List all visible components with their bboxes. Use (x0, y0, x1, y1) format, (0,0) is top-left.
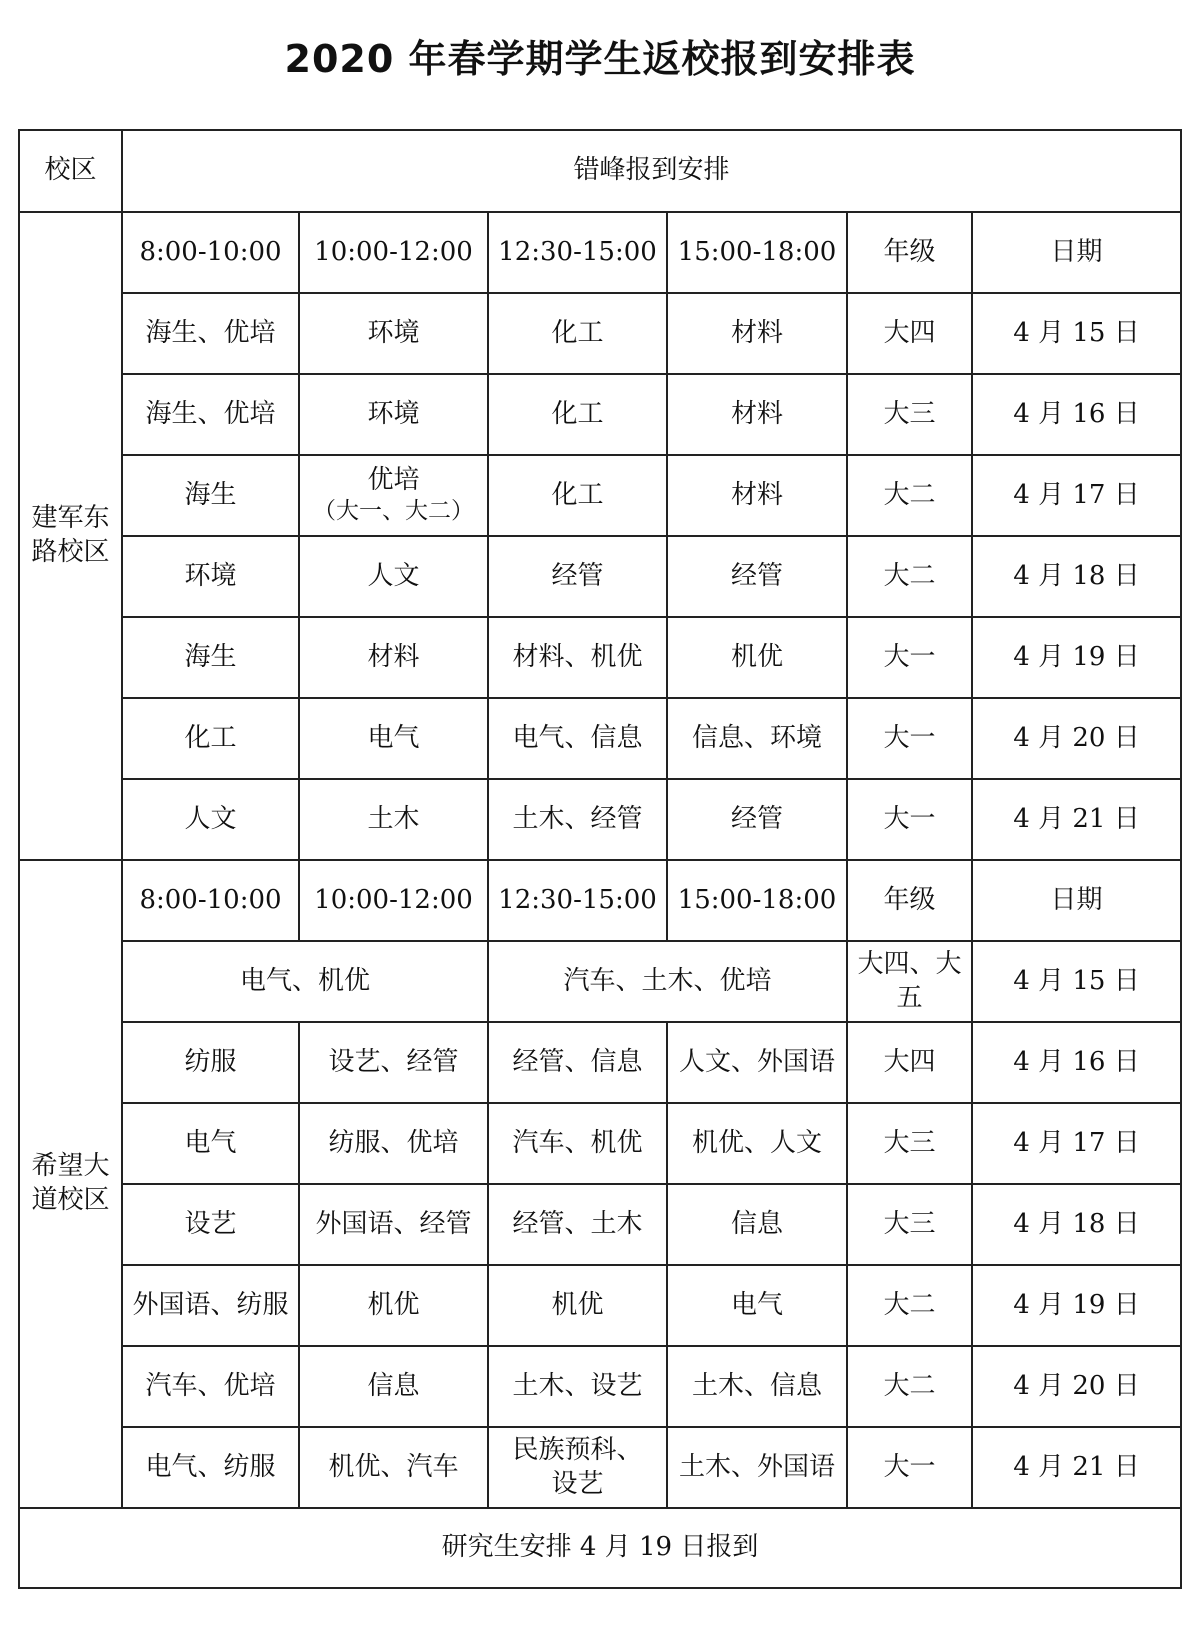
cell-slot-3: 土木、经管 (488, 779, 667, 860)
cell-date: 4 月 15 日 (972, 293, 1181, 374)
cell-slot-2: 电气 (299, 698, 488, 779)
column-time-3: 12:30-15:00 (488, 212, 667, 293)
cell-slot-1: 汽车、优培 (122, 1346, 299, 1427)
cell-slot-4: 土木、信息 (667, 1346, 847, 1427)
campus-header: 校区 (19, 130, 122, 212)
table-row (19, 1022, 1181, 1103)
cell-grade: 大一 (847, 1427, 972, 1508)
cell-grade: 大四 (847, 293, 972, 374)
cell-slot-3: 化工 (488, 374, 667, 455)
cell-grade: 大二 (847, 455, 972, 536)
cell-date: 4 月 17 日 (972, 455, 1181, 536)
table-row (19, 1103, 1181, 1184)
footer-row (19, 1508, 1181, 1588)
cell-slot-3: 土木、设艺 (488, 1346, 667, 1427)
column-date: 日期 (972, 212, 1181, 293)
cell-date: 4 月 15 日 (972, 941, 1181, 1022)
cell-slot-4: 材料 (667, 455, 847, 536)
column-header-row (19, 212, 1181, 293)
cell-slot-1: 化工 (122, 698, 299, 779)
table-row (19, 374, 1181, 455)
cell-slot-2: 机优、汽车 (299, 1427, 488, 1508)
table-row (19, 1184, 1181, 1265)
cell-slot-4: 机优 (667, 617, 847, 698)
cell-slot-3: 民族预科、 设艺 (488, 1427, 667, 1508)
table-row (19, 1427, 1181, 1508)
cell-grade: 大三 (847, 1103, 972, 1184)
cell-date: 4 月 21 日 (972, 1427, 1181, 1508)
cell-slot-3: 化工 (488, 293, 667, 374)
cell-date: 4 月 20 日 (972, 698, 1181, 779)
cell-slot-3: 机优 (488, 1265, 667, 1346)
column-header-row (19, 860, 1181, 941)
cell-date: 4 月 18 日 (972, 536, 1181, 617)
cell-slot-3: 经管、土木 (488, 1184, 667, 1265)
cell-slot-1: 纺服 (122, 1022, 299, 1103)
table-row (19, 941, 1181, 1022)
cell-date: 4 月 17 日 (972, 1103, 1181, 1184)
table-row (19, 536, 1181, 617)
column-time-1: 8:00-10:00 (122, 860, 299, 941)
cell-slot-3: 经管 (488, 536, 667, 617)
table-row (19, 1265, 1181, 1346)
cell-slot-2: 人文 (299, 536, 488, 617)
cell-grade: 大一 (847, 698, 972, 779)
cell-slot-4: 信息、环境 (667, 698, 847, 779)
cell-date: 4 月 21 日 (972, 779, 1181, 860)
graduate-note: 研究生安排 4 月 19 日报到 (19, 1508, 1181, 1588)
cell-slot-1: 电气、纺服 (122, 1427, 299, 1508)
cell-grade: 大四 (847, 1022, 972, 1103)
cell-date: 4 月 20 日 (972, 1346, 1181, 1427)
cell-grade: 大三 (847, 374, 972, 455)
column-time-4: 15:00-18:00 (667, 860, 847, 941)
cell-date: 4 月 19 日 (972, 1265, 1181, 1346)
table-header-row (19, 130, 1181, 212)
cell-slot-3: 电气、信息 (488, 698, 667, 779)
cell-grade: 大三 (847, 1184, 972, 1265)
cell-slot-1: 设艺 (122, 1184, 299, 1265)
cell-slot-2: 机优 (299, 1265, 488, 1346)
cell-slot-2: 信息 (299, 1346, 488, 1427)
table-row (19, 779, 1181, 860)
cell-date: 4 月 16 日 (972, 374, 1181, 455)
cell-grade: 大二 (847, 1265, 972, 1346)
cell-slot-4: 经管 (667, 779, 847, 860)
campus-name-jianjun: 建军东 路校区 (19, 212, 122, 860)
cell-slot-1: 人文 (122, 779, 299, 860)
cell-slot-1: 环境 (122, 536, 299, 617)
cell-slot-3: 经管、信息 (488, 1022, 667, 1103)
cell-slot-1: 海生 (122, 455, 299, 536)
cell-slot-4: 人文、外国语 (667, 1022, 847, 1103)
cell-slot-2: 土木 (299, 779, 488, 860)
cell-slot-4: 电气 (667, 1265, 847, 1346)
cell-date: 4 月 19 日 (972, 617, 1181, 698)
page-title: 2020 年春学期学生返校报到安排表 (284, 37, 916, 81)
cell-grade: 大一 (847, 617, 972, 698)
table-row (19, 698, 1181, 779)
cell-slot-4: 材料 (667, 374, 847, 455)
cell-grade: 大四、大 五 (847, 941, 972, 1022)
table-row (19, 455, 1181, 536)
cell-slot-2: 优培 （大一、大二） (299, 455, 488, 536)
arrangement-header: 错峰报到安排 (122, 130, 1181, 212)
cell-slot-1: 外国语、纺服 (122, 1265, 299, 1346)
cell-slot-2: 材料 (299, 617, 488, 698)
cell-slot-2: 外国语、经管 (299, 1184, 488, 1265)
cell-slot-2: 环境 (299, 293, 488, 374)
cell-afternoon-merged: 汽车、土木、优培 (488, 941, 847, 1022)
column-time-1: 8:00-10:00 (122, 212, 299, 293)
column-time-4: 15:00-18:00 (667, 212, 847, 293)
cell-slot-2: 设艺、经管 (299, 1022, 488, 1103)
column-time-3: 12:30-15:00 (488, 860, 667, 941)
column-time-2: 10:00-12:00 (299, 212, 488, 293)
cell-slot-2: 环境 (299, 374, 488, 455)
cell-slot-4: 土木、外国语 (667, 1427, 847, 1508)
cell-slot-1: 海生、优培 (122, 374, 299, 455)
column-grade: 年级 (847, 212, 972, 293)
schedule-table (18, 129, 1182, 1589)
column-date: 日期 (972, 860, 1181, 941)
cell-grade: 大一 (847, 779, 972, 860)
cell-slot-3: 汽车、机优 (488, 1103, 667, 1184)
cell-slot-4: 机优、人文 (667, 1103, 847, 1184)
cell-slot-4: 材料 (667, 293, 847, 374)
cell-slot-2: 纺服、优培 (299, 1103, 488, 1184)
table-row (19, 1346, 1181, 1427)
cell-grade: 大二 (847, 536, 972, 617)
campus-name-xiwang: 希望大 道校区 (19, 860, 122, 1508)
cell-slot-4: 经管 (667, 536, 847, 617)
column-grade: 年级 (847, 860, 972, 941)
cell-slot-3: 材料、机优 (488, 617, 667, 698)
cell-slot-3: 化工 (488, 455, 667, 536)
cell-date: 4 月 18 日 (972, 1184, 1181, 1265)
column-time-2: 10:00-12:00 (299, 860, 488, 941)
table-row (19, 293, 1181, 374)
cell-date: 4 月 16 日 (972, 1022, 1181, 1103)
cell-slot-1: 电气 (122, 1103, 299, 1184)
cell-grade: 大二 (847, 1346, 972, 1427)
table-row (19, 617, 1181, 698)
cell-morning-merged: 电气、机优 (122, 941, 488, 1022)
cell-slot-1: 海生 (122, 617, 299, 698)
cell-slot-4: 信息 (667, 1184, 847, 1265)
cell-slot-1: 海生、优培 (122, 293, 299, 374)
